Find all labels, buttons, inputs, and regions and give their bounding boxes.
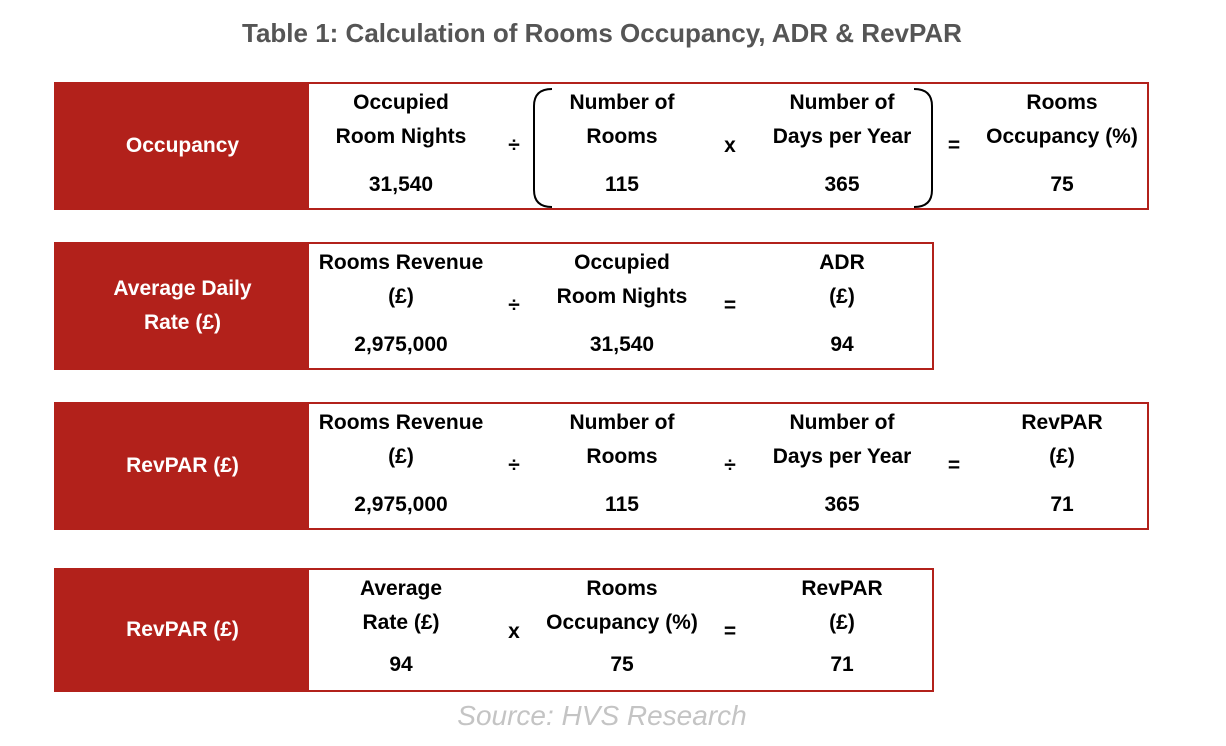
cell-value: 75	[610, 653, 634, 676]
cell-value: 2,975,000	[354, 493, 448, 516]
operator: =	[723, 620, 737, 643]
cell-header: Number of Rooms	[569, 411, 675, 468]
cell-rooms-occupancy	[957, 84, 1167, 208]
table-title: Table 1: Calculation of Rooms Occupancy, ADR & RevPAR	[242, 18, 962, 48]
cell-header: Rooms Occupancy (%)	[546, 577, 698, 634]
cell-average-rate	[296, 570, 506, 690]
cell-occupied-room-nights	[296, 84, 506, 208]
operator: =	[723, 294, 737, 317]
revpar-division-row	[54, 402, 1149, 530]
cell-value: 71	[1050, 493, 1074, 516]
cell-value: 365	[824, 493, 860, 516]
cell-header: RevPAR (£)	[1021, 411, 1103, 468]
revpar-multiplication-row	[54, 568, 934, 692]
cell-header: Occupied Room Nights	[335, 91, 467, 148]
cell-rooms-occupancy	[517, 570, 727, 690]
cell-value: 115	[605, 493, 639, 516]
operator: ÷	[508, 134, 520, 157]
cell-number-of-rooms	[517, 84, 727, 208]
cell-revpar	[737, 570, 947, 690]
cell-rooms-revenue	[296, 404, 506, 528]
operator: ÷	[508, 454, 520, 477]
cell-rooms-revenue	[296, 244, 506, 368]
cell-header: Number of Days per Year	[772, 411, 912, 468]
cell-value: 71	[830, 653, 854, 676]
cell-header: Rooms Revenue (£)	[318, 251, 484, 308]
cell-value: 94	[389, 653, 413, 676]
cell-header: Rooms Revenue (£)	[318, 411, 484, 468]
cell-days-per-year	[737, 404, 947, 528]
cell-value: 31,540	[589, 333, 655, 356]
cell-adr	[737, 244, 947, 368]
cell-value: 2,975,000	[354, 333, 448, 356]
operator: =	[947, 134, 961, 157]
cell-header: Number of Rooms	[569, 91, 675, 148]
operator: x	[724, 134, 736, 157]
adr-row	[54, 242, 934, 370]
cell-value: 75	[1050, 173, 1074, 196]
cell-header: ADR (£)	[819, 251, 865, 308]
source-caption: Source: HVS Research	[457, 700, 747, 731]
cell-value: 94	[830, 333, 854, 356]
row-label: RevPAR (£)	[56, 404, 309, 528]
cell-revpar	[957, 404, 1167, 528]
operator: ÷	[508, 294, 520, 317]
row-label: Occupancy	[56, 84, 309, 208]
operator: ÷	[724, 454, 736, 477]
cell-value: 31,540	[368, 173, 434, 196]
operator: x	[508, 620, 520, 643]
cell-header: Occupied Room Nights	[556, 251, 688, 308]
row-label: RevPAR (£)	[56, 570, 309, 690]
cell-occupied-room-nights	[517, 244, 727, 368]
operator: =	[947, 454, 961, 477]
occupancy-row	[54, 82, 1149, 210]
cell-value: 365	[824, 173, 860, 196]
cell-value: 115	[605, 173, 639, 196]
cell-number-of-rooms	[517, 404, 727, 528]
cell-header: Number of Days per Year	[772, 91, 912, 148]
cell-header: RevPAR (£)	[801, 577, 883, 634]
right-parenthesis	[912, 88, 934, 208]
row-label: Average Daily Rate (£)	[56, 244, 309, 368]
cell-header: Average Rate (£)	[359, 577, 443, 634]
cell-header: Rooms Occupancy (%)	[986, 91, 1138, 148]
